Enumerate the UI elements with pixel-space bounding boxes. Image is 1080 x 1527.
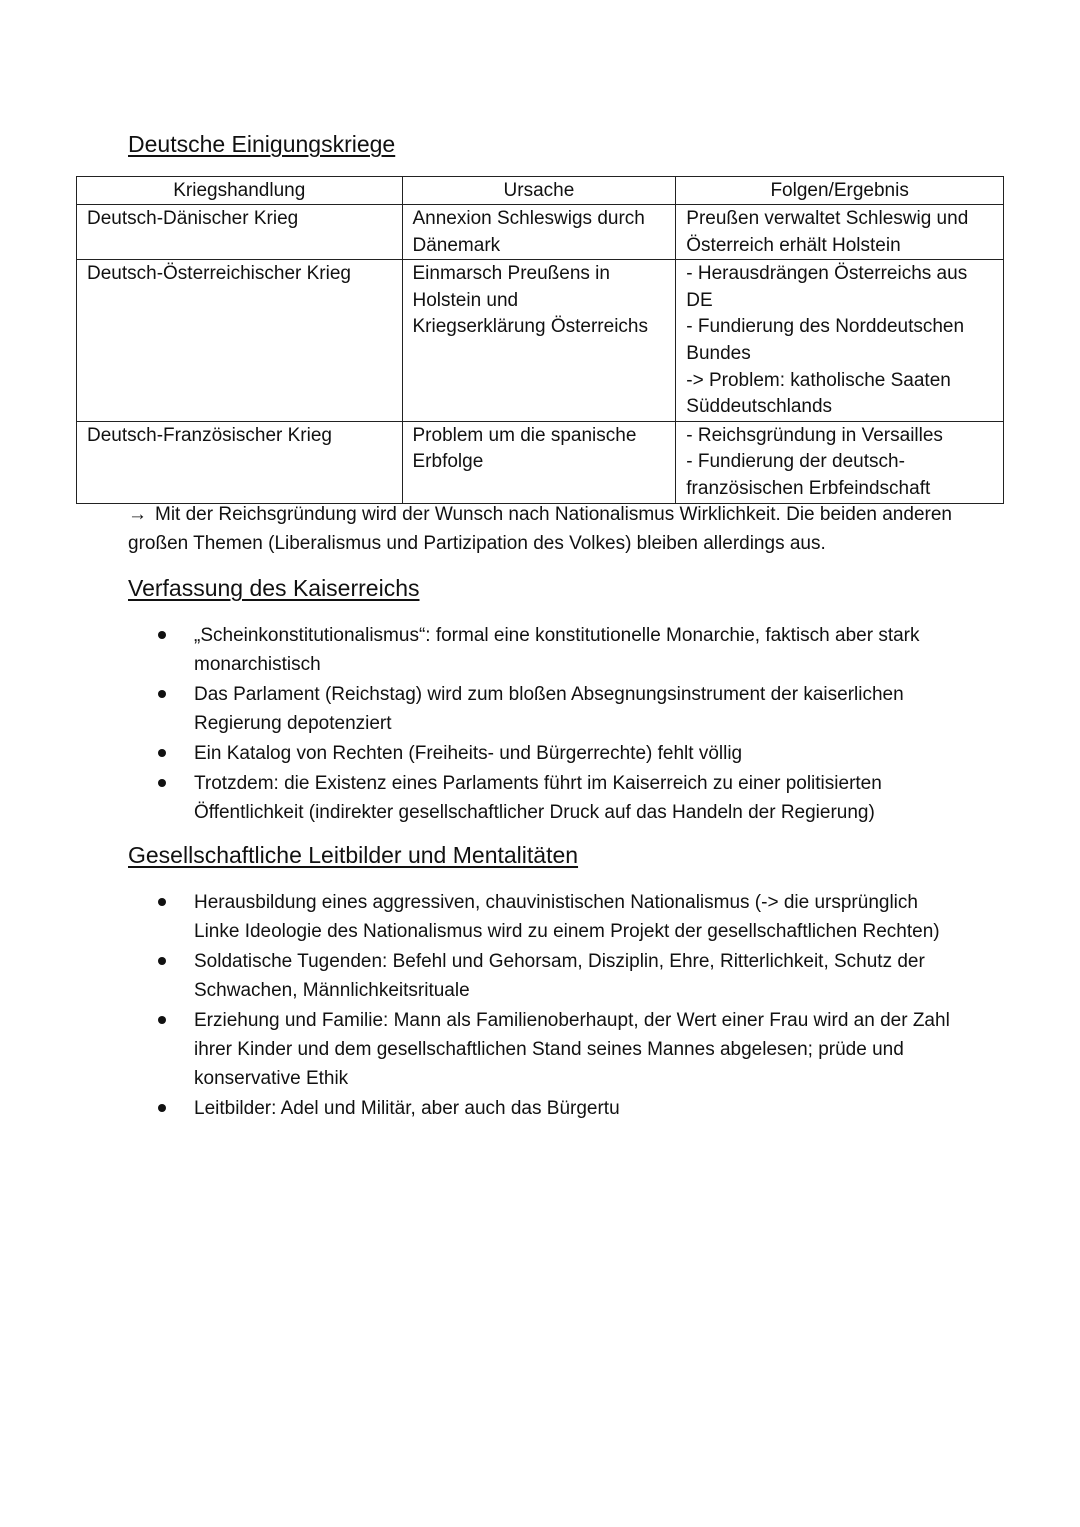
list-item [128, 1006, 968, 1093]
result-line: Preußen verwaltet Schleswig und [686, 208, 969, 229]
list-item [128, 1094, 968, 1123]
section-title-verfassung: Verfassung des Kaiserreichs [128, 575, 420, 601]
table-row [77, 205, 1004, 260]
column-header-folgen: Folgen/Ergebnis [676, 177, 1004, 205]
section-title-leitbilder: Gesellschaftliche Leitbilder und Mentalitäten [128, 842, 579, 868]
conclusion-text: Mit der Reichsgründung wird der Wunsch nach Nationalismus Wirklichkeit. Die beiden anderen großen Themen (Liberalismus und Partizipation des Volkes) bleiben allerdings aus. [128, 504, 952, 554]
bullet-icon [158, 631, 166, 639]
bullet-icon [158, 690, 166, 698]
cause-line: Kriegserklärung Österreichs [412, 316, 648, 338]
result-line: - Herausdrängen Österreichs aus [686, 263, 968, 285]
list-item [128, 739, 968, 768]
cause-line: Annexion Schleswigs durch [412, 208, 645, 229]
table-header-row [77, 177, 1004, 205]
list-item-text: Leitbilder: Adel und Militär, aber auch das Bürgertu [194, 1098, 620, 1119]
list-item [128, 769, 968, 827]
leitbilder-bullet-list [128, 888, 968, 1124]
column-header-kriegshandlung: Kriegshandlung [77, 177, 403, 205]
war-name-cell [77, 205, 403, 260]
result-line: Bundes [686, 342, 751, 364]
war-name-cell [77, 260, 403, 422]
result-cell [676, 205, 1004, 260]
result-line: Österreich erhält Holstein [686, 234, 901, 256]
result-line: -> Problem: katholische Saaten [686, 369, 951, 391]
verfassung-bullet-list [128, 621, 968, 828]
list-item-text: Ein Katalog von Rechten (Freiheits- und Bürgerrechte) fehlt völlig [194, 743, 743, 764]
wars-table [76, 176, 1004, 504]
war-name: Deutsch-Dänischer Krieg [87, 208, 299, 229]
cause-line: Erbfolge [412, 451, 484, 473]
list-item-text: Das Parlament (Reichstag) wird zum bloßen Absegnungsinstrument der kaiserlichen Regierung depotenziert [194, 684, 904, 734]
cause-line: Einmarsch Preußens in [412, 263, 610, 285]
cause-line: Problem um die spanische [412, 424, 637, 446]
war-name: Deutsch-Österreichischer Krieg [87, 263, 351, 285]
arrow-right-icon: → [128, 504, 147, 525]
column-header-ursache: Ursache [402, 177, 676, 205]
section-title-einigungskriege: Deutsche Einigungskriege [128, 131, 396, 157]
table-row [77, 421, 1004, 503]
cause-cell [402, 205, 676, 260]
list-item [128, 680, 968, 738]
list-item-text: Soldatische Tugenden: Befehl und Gehorsam, Disziplin, Ehre, Ritterlichkeit, Schutz der Schwachen, Männlichkeitsrituale [194, 951, 925, 1001]
result-line: - Fundierung der deutsch- [686, 451, 905, 473]
result-line: französischen Erbfeindschaft [686, 477, 931, 499]
bullet-icon [158, 1104, 166, 1112]
cause-cell [402, 260, 676, 422]
result-cell [676, 421, 1004, 503]
conclusion-paragraph [128, 500, 988, 558]
bullet-icon [158, 779, 166, 787]
list-item [128, 621, 968, 679]
bullet-icon [158, 957, 166, 965]
cause-cell [402, 421, 676, 503]
result-line: Süddeutschlands [686, 396, 833, 418]
cause-line: Holstein und [412, 289, 519, 311]
list-item-text: Trotzdem: die Existenz eines Parlaments führt im Kaiserreich zu einer politisierten Öffentlichkeit (indirekter gesellschaftlicher Druck auf das Handeln der Regierung) [194, 773, 882, 823]
war-name: Deutsch-Französischer Krieg [87, 424, 332, 446]
list-item-text: „Scheinkonstitutionalismus“: formal eine konstitutionelle Monarchie, faktisch aber stark monarchistisch [194, 625, 920, 675]
result-line: - Fundierung des Norddeutschen [686, 316, 965, 338]
list-item-text: Herausbildung eines aggressiven, chauvinistischen Nationalismus (-> die ursprünglich Linke Ideologie des Nationalismus wird zu einem Projekt der gesellschaftlichen Rechten) [194, 892, 940, 942]
cause-line: Dänemark [412, 234, 501, 256]
bullet-icon [158, 1016, 166, 1024]
table-row [77, 260, 1004, 422]
list-item-text: Erziehung und Familie: Mann als Familienoberhaupt, der Wert einer Frau wird an der Zahl ihrer Kinder und dem gesellschaftlichen Stand seines Mannes abgelesen; prüde und konservative Ethik [194, 1010, 950, 1089]
bullet-icon [158, 898, 166, 906]
list-item [128, 888, 968, 946]
bullet-icon [158, 749, 166, 757]
result-line: DE [686, 289, 713, 311]
result-line: - Reichsgründung in Versailles [686, 424, 943, 446]
result-cell [676, 260, 1004, 422]
war-name-cell [77, 421, 403, 503]
list-item [128, 947, 968, 1005]
